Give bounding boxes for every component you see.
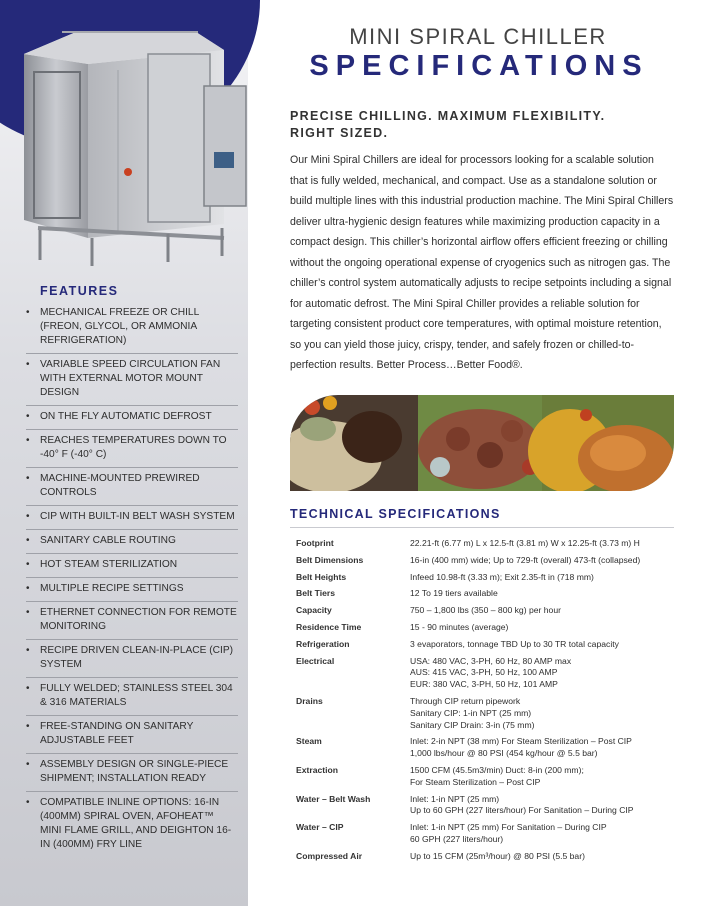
spec-row [296,792,676,821]
feature-text: RECIPE DRIVEN CLEAN-IN-PLACE (CIP) SYSTEM [40,645,234,670]
spec-row [296,820,676,849]
spec-label: Belt Heights [296,571,347,582]
spec-label: Refrigeration [296,638,350,649]
spec-value [410,820,676,849]
spec-label: Electrical [296,655,335,666]
bullet-icon: • [26,759,30,770]
spec-row [296,654,676,694]
spec-value [410,849,676,866]
feature-text: HOT STEAM STERILIZATION [40,559,178,570]
feature-text: COMPATIBLE INLINE OPTIONS: 16-IN (400MM) SPIRAL OVEN, AFOHEAT™ MINI FLAME GRILL, AND DEIGHTON 16-IN (400MM) FRY LINE [40,797,232,850]
spec-value [410,637,676,654]
spec-row [296,553,676,570]
bullet-icon: • [26,683,30,694]
feature-item [26,506,238,530]
spec-value [410,694,676,734]
spec-value [410,620,676,637]
feature-text: ASSEMBLY DESIGN OR SINGLE-PIECE SHIPMENT; INSTALLATION READY [40,759,229,784]
feature-item [26,406,238,430]
bullet-icon: • [26,307,30,318]
feature-item [26,578,238,602]
feature-item [26,678,238,716]
feature-item [26,602,238,640]
spec-value-line: EUR: 380 VAC, 3-PH, 50 Hz, 101 AMP [410,679,558,690]
feature-text: MECHANICAL FREEZE OR CHILL (FREON, GLYCOL, OR AMMONIA REFRIGERATION) [40,307,199,346]
spec-value-line: Inlet: 1-in NPT (25 mm) [410,793,500,804]
spec-label: Compressed Air [296,850,363,861]
feature-item [26,530,238,554]
feature-text: MACHINE-MOUNTED PREWIRED CONTROLS [40,473,200,498]
spec-value-line: For Steam Sterilization – Post CIP [410,776,541,787]
feature-item [26,302,238,354]
spiral-chiller-machine-image [18,24,254,270]
spec-value-line: Inlet: 2-in NPT (38 mm) For Steam Sterilization – Post CIP [410,736,632,747]
bullet-icon: • [26,583,30,594]
bullet-icon: • [26,411,30,422]
feature-item [26,354,238,406]
spec-value-line: Up to 60 GPH (227 liters/hour) For Sanitation – During CIP [410,805,634,816]
feature-text: MULTIPLE RECIPE SETTINGS [40,583,184,594]
spec-value [410,586,676,603]
spec-value-line: 22.21-ft (6.77 m) L x 12.5-ft (3.81 m) W x 12.25-ft (3.73 m) H [410,538,640,548]
spec-row [296,849,676,866]
feature-text: CIP WITH BUILT-IN BELT WASH SYSTEM [40,511,235,522]
spec-value-line: Inlet: 1-in NPT (25 mm) For Sanitation – During CIP [410,822,607,833]
bullet-icon: • [26,511,30,522]
bullet-icon: • [26,645,30,656]
spec-row [296,570,676,587]
food-photo-strip [290,395,674,491]
bullet-icon: • [26,473,30,484]
bullet-icon: • [26,607,30,618]
tech-specs-heading: TECHNICAL SPECIFICATIONS [290,507,501,521]
spec-label: Belt Dimensions [296,554,364,565]
features-list [26,302,238,857]
spec-value-line: USA: 480 VAC, 3-PH, 60 Hz, 80 AMP max [410,655,572,666]
spec-value-line: 12 To 19 tiers available [410,588,498,599]
spec-label: Steam [296,736,322,747]
spec-value-line: 1500 CFM (45.5m3/min) Duct: 8-in (200 mm); [410,764,584,775]
features-heading: FEATURES [40,284,119,298]
spec-value [410,536,676,553]
spec-value-line: AUS: 415 VAC, 3-PH, 50 Hz, 100 AMP [410,667,558,678]
bullet-icon: • [26,559,30,570]
spec-row [296,694,676,734]
spec-value-line: 15 - 90 minutes (average) [410,621,509,632]
spec-value-line: Sanitary CIP Drain: 3-in (75 mm) [410,719,535,730]
bullet-icon: • [26,435,30,446]
spec-label: Residence Time [296,621,362,632]
feature-text: VARIABLE SPEED CIRCULATION FAN WITH EXTERNAL MOTOR MOUNT DESIGN [40,359,221,398]
intro-headline-line: RIGHT SIZED. [290,126,389,140]
feature-text: ETHERNET CONNECTION FOR REMOTE MONITORING [40,607,237,632]
spec-value-line: Through CIP return pipework [410,695,521,706]
tech-specs-table [296,536,676,866]
spec-row [296,603,676,620]
feature-item [26,754,238,792]
spec-label: Water – Belt Wash [296,793,371,804]
document-title: SPECIFICATIONS [309,50,649,82]
spec-row [296,763,676,792]
spec-label: Belt Tiers [296,588,336,599]
feature-text: FULLY WELDED; STAINLESS STEEL 304 & 316 MATERIALS [40,683,233,708]
spec-row [296,536,676,553]
spec-value-line: 750 – 1,800 lbs (350 – 800 kg) per hour [410,605,561,616]
bullet-icon: • [26,359,30,370]
spec-value-line: 3 evaporators, tonnage TBD Up to 30 TR total capacity [410,638,619,649]
spec-label: Extraction [296,764,339,775]
spec-value [410,734,676,763]
spec-value [410,603,676,620]
intro-headline [290,108,670,142]
intro-headline-line: PRECISE CHILLING. MAXIMUM FLEXIBILITY. [290,109,606,123]
feature-text: SANITARY CABLE ROUTING [40,535,176,546]
spec-value-line: 60 GPH (227 liters/hour) [410,833,504,844]
spec-row [296,734,676,763]
document-subtitle: MINI SPIRAL CHILLER [349,24,607,49]
bullet-icon: • [26,721,30,732]
bullet-icon: • [26,535,30,546]
spec-value [410,654,676,694]
spec-value [410,553,676,570]
spec-value-line: Up to 15 CFM (25m³/hour) @ 80 PSI (5.5 bar) [410,850,585,861]
spec-value [410,763,676,792]
feature-text: ON THE FLY AUTOMATIC DEFROST [40,411,212,422]
spec-row [296,586,676,603]
tech-specs-divider [290,527,674,528]
spec-value-line: Sanitary CIP: 1-in NPT (25 mm) [410,707,532,718]
feature-item [26,640,238,678]
spec-value-line: 16-in (400 mm) wide; Up to 729-ft (overall) 473-ft (collapsed) [410,554,641,565]
spec-label: Water – CIP [296,822,344,833]
intro-body-paragraph: Our Mini Spiral Chillers are ideal for processors looking for a scalable solution that is fully welded, mechanical, and compact. Use as a standalone solution or build multiple lines with this industrial production machine. The Mini Spiral Chillers deliver ultra-hygienic design features while maximizing production capacity in a compact design. This chiller’s horizontal airflow offers efficient freezing or chilling without the ongoing operational expense of cryogenics such as nitrogen gas. The chiller’s control system automatically adjusts to recipe setpoints including a signal for automatic defrost. The Mini Spiral Chiller provides a reliable solution for targeting consistent product core temperatures, with optimal moisture retention, so you can yield those juicy, crispy, tender, and safely frozen or chilled-to-perfection results. Better Process…Better Food®. [290,154,674,371]
feature-item [26,430,238,468]
spec-value [410,570,676,587]
feature-item [26,716,238,754]
feature-text: FREE-STANDING ON SANITARY ADJUSTABLE FEET [40,721,194,746]
spec-label: Drains [296,695,323,706]
feature-item [26,554,238,578]
bullet-icon: • [26,797,30,808]
feature-text: REACHES TEMPERATURES DOWN TO -40° F (-40° C) [40,435,227,460]
feature-item [26,468,238,506]
spec-row [296,637,676,654]
spec-value-line: Infeed 10.98-ft (3.33 m); Exit 2.35-ft in (718 mm) [410,571,594,582]
spec-value [410,792,676,821]
spec-row [296,620,676,637]
spec-label: Footprint [296,538,334,548]
feature-item [26,792,238,857]
spec-label: Capacity [296,605,332,616]
spec-value-line: 1,000 lbs/hour @ 80 PSI (454 kg/hour @ 5.5 bar) [410,748,598,759]
